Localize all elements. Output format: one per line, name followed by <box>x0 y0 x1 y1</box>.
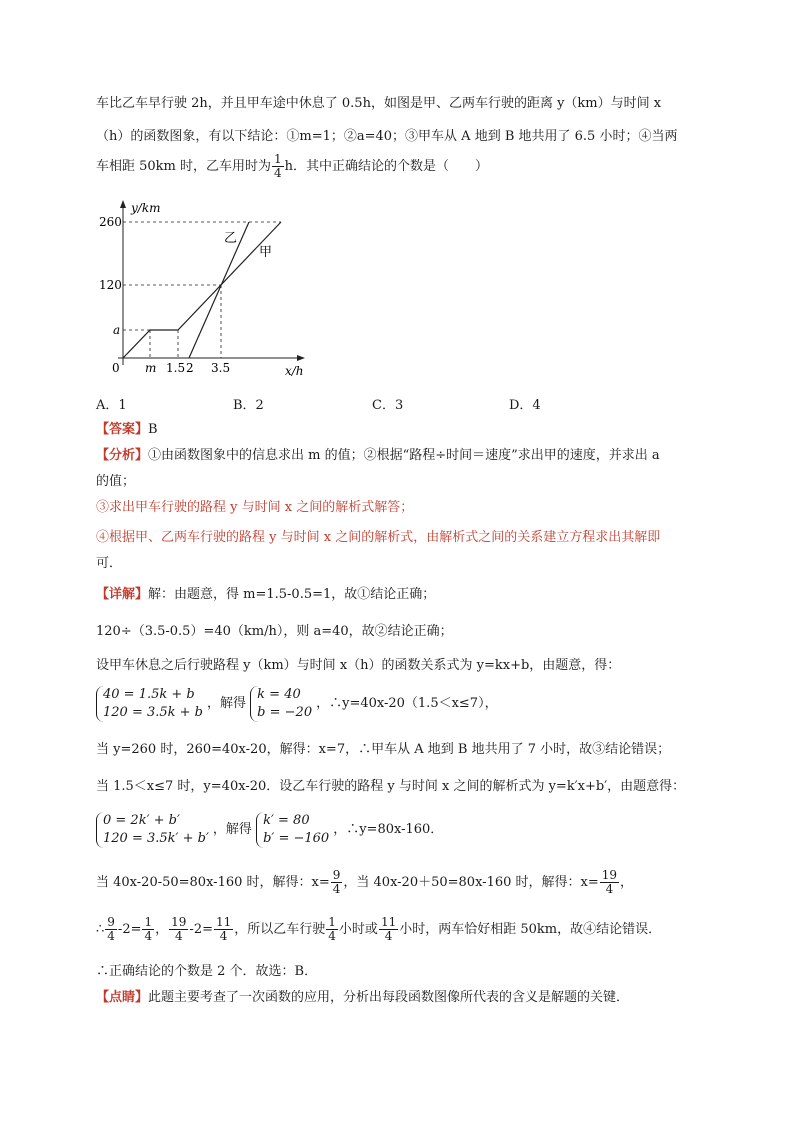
equation-system-2: k = 40 b = −20 <box>250 686 312 722</box>
option-a: A．1 <box>96 398 127 413</box>
line-yi-label: 乙 <box>224 231 238 246</box>
option-b: B．2 <box>233 398 264 413</box>
analysis-line-4: ④根据甲、乙两车行驶的路程 y 与时间 x 之间的解析式，由解析式之间的关系建立方程求出其解即 <box>96 530 661 545</box>
analysis-line-1: 【分析】①由函数图象中的信息求出 m 的值；②根据“路程÷时间＝速度”求出甲的速度，并求出 a <box>96 448 660 463</box>
x-axis-label: x/h <box>285 364 304 378</box>
y-tick-260: 260 <box>99 215 122 229</box>
question-line-1: 车比乙车早行驶 2h，并且甲车途中休息了 0.5h，如图是甲、乙两车行驶的距离 y（km）与时间 x <box>96 96 662 111</box>
comment-line: 【点睛】此题主要考查了一次函数的应用，分析出每段函数图像所代表的含义是解题的关键． <box>96 990 630 1005</box>
detail-line-4: 40 = 1.5k + b 120 = 3.5k + b ，解得 k = 40 b = −20 ，∴y=40x-20（1.5＜x≤7）， <box>96 684 706 724</box>
analysis-line-5: 可． <box>96 556 123 571</box>
detail-line-5: 当 y=260 时，260=40x-20，解得：x=7，∴甲车从 A 地到 B 地共用了 7 小时，故③结论错误； <box>96 742 671 757</box>
detail-line-10: ∴正确结论的个数是 2 个．故选：B． <box>96 964 318 979</box>
question-line-2: （h）的函数图象，有以下结论：①m=1；②a=40；③甲车从 A 地到 B 地共用了 6.5 小时；④当两 <box>96 129 678 144</box>
y-tick-a: a <box>113 323 121 337</box>
y-axis-arrow <box>120 200 126 208</box>
x-tick-1-5: 1.5 <box>166 361 186 375</box>
x-tick-0: 0 <box>112 361 120 375</box>
detail-line-3: 设甲车休息之后行驶路程 y（km）与时间 x（h）的函数关系式为 y=kx+b，由题意，得： <box>96 658 621 673</box>
option-d: D．4 <box>509 398 541 413</box>
function-graph <box>96 196 326 386</box>
equation-system-4: k′ = 80 b′ = −160 <box>256 812 329 848</box>
detail-line-9: ∴ $\frac{9}{4}$ -2= $\frac{1}{4}$ ， $\frac{19}{4}$ -2= $\frac{11}{4}$ ，所以乙车行驶 $\frac{1}{4}$ 小时或 $\frac{11}{4}$ 小时，两车恰好相距 50km，故④结论错误． <box>96 915 662 943</box>
detail-line-2: 120÷（3.5-0.5）=40（km/h），则 a=40，故②结论正确； <box>96 624 453 639</box>
y-tick-120: 120 <box>99 278 122 292</box>
equation-system-3: 0 = 2k′ + b′ 120 = 3.5k′ + b′ <box>96 812 209 848</box>
detail-line-1: 【详解】解：由题意，得 m=1.5-0.5=1，故①结论正确； <box>96 587 436 602</box>
option-c: C．3 <box>372 398 404 413</box>
answer-value: B <box>148 422 158 437</box>
answer-line <box>96 420 706 440</box>
fraction: $\frac{1}{4}$ <box>274 152 282 180</box>
line-jia-label: 甲 <box>259 245 273 260</box>
detail-line-7: 0 = 2k′ + b′ 120 = 3.5k′ + b′ ，解得 k′ = 80 b′ = −160 ，∴y=80x-160． <box>96 810 706 850</box>
x-tick-2: 2 <box>186 361 194 375</box>
detail-line-6: 当 1.5＜x≤7 时，y=40x-20．设乙车行驶的路程 y 与时间 x 之间的解析式为 y=k′x+b′，由题意得： <box>96 779 686 794</box>
equation-system-1: 40 = 1.5k + b 120 = 3.5k + b <box>96 686 203 722</box>
analysis-line-3: ③求出甲车行驶的路程 y 与时间 x 之间的解析式解答； <box>96 500 414 515</box>
x-axis-arrow <box>297 355 305 361</box>
x-tick-m: m <box>145 361 157 375</box>
y-axis-label: y/km <box>131 201 161 215</box>
detail-line-8: 当 40x-20-50=80x-160 时，解得：x= $\frac{9}{4}$ ，当 40x-20＋50=80x-160 时，解得：x= $\frac{19}{4}$ ， <box>96 868 634 896</box>
x-tick-3-5: 3.5 <box>211 361 231 375</box>
answer-tag: 【答案】 <box>96 422 149 437</box>
analysis-line-2: 的值； <box>96 474 136 489</box>
line-yi <box>189 222 249 358</box>
question-line-3: 车相距 50km 时，乙车用时为 $\frac{1}{4}$ h．其中正确结论的个数是（ ） <box>96 152 489 180</box>
line-jia <box>123 222 281 358</box>
